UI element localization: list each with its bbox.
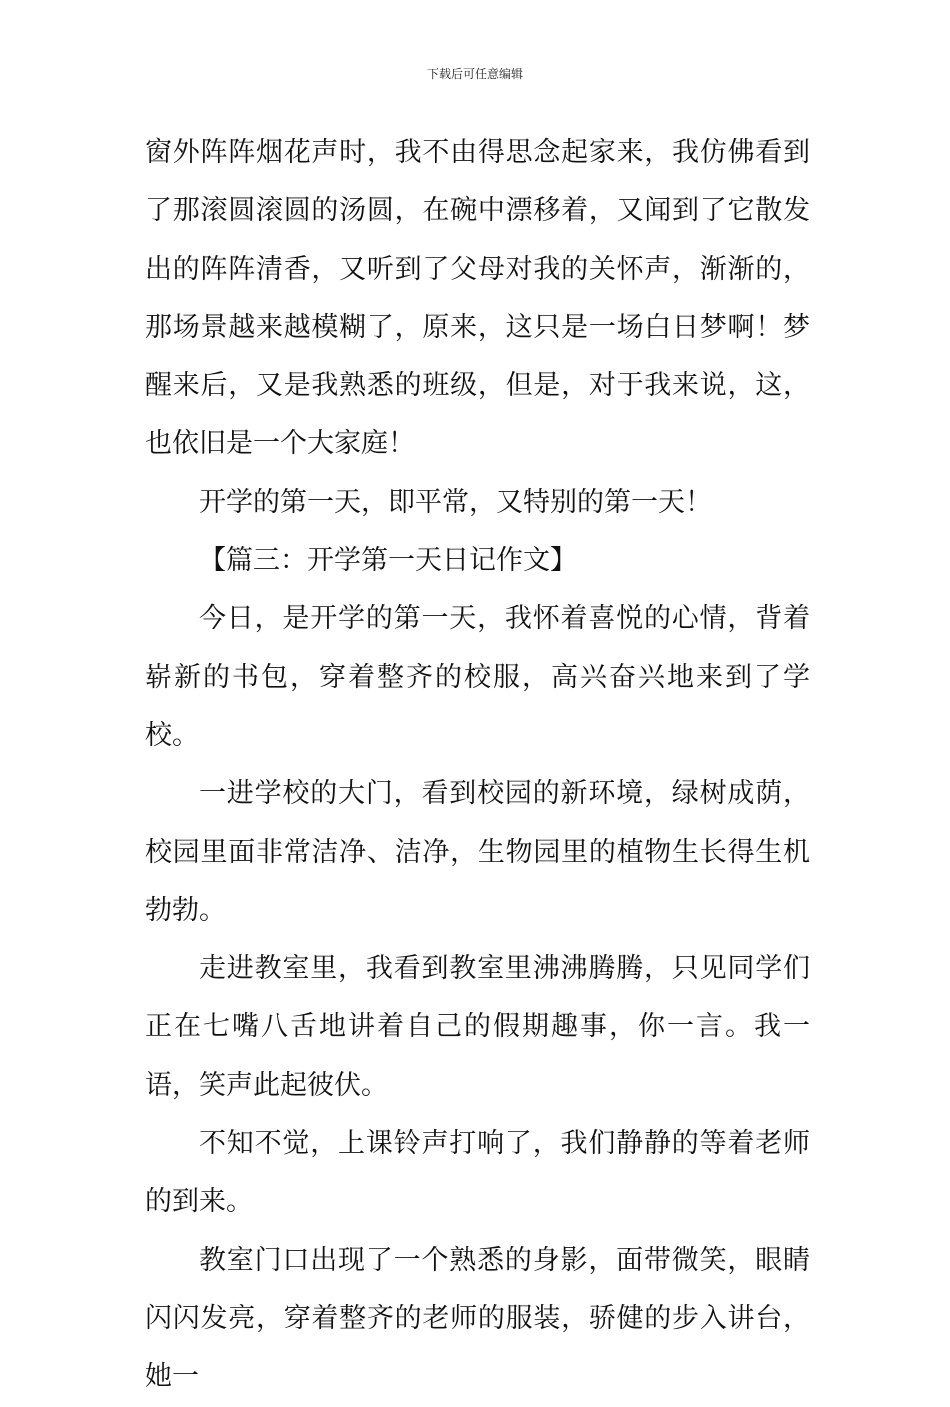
section-heading: 【篇三：开学第一天日记作文】 [199, 545, 577, 577]
paragraph-7: 不知不觉，上课铃声打响了，我们静静的等着老师的到来。 [145, 1128, 810, 1218]
paragraph-8: 教室门口出现了一个熟悉的身影，面带微笑，眼睛闪闪发亮，穿着整齐的老师的服装，骄健的步入讲台，她一 [145, 1244, 810, 1393]
paragraph-5: 一进学校的大门，看到校园的新环境，绿树成荫，校园里面非常洁净、洁净，生物园里的植物生长得生机勃勃。 [145, 778, 810, 926]
paragraph-2: 开学的第一天，即平常，又特别的第一天！ [199, 486, 712, 518]
page-header: 下载后可任意编辑 [426, 67, 523, 81]
document-body [145, 124, 810, 1407]
paragraph-1: 窗外阵阵烟花声时，我不由得思念起家来，我仿佛看到了那滚圆滚圆的汤圆，在碗中漂移着，又闻到了它散发出的阵阵清香，又听到了父母对我的关怀声，渐渐的，那场景越来越模糊了，原来，这只是一场白日梦啊！梦醒来后，又是我熟悉的班级，但是，对于我来说，这，也依旧是一个大家庭！ [145, 137, 810, 460]
paragraph-4: 今日，是开学的第一天，我怀着喜悦的心情，背着崭新的书包，穿着整齐的校服，高兴奋兴地来到了学校。 [145, 603, 810, 751]
paragraph-6: 走进教室里，我看到教室里沸沸腾腾，只见同学们正在七嘴八舌地讲着自己的假期趣事，你一言。我一语，笑声此起彼伏。 [145, 953, 810, 1101]
